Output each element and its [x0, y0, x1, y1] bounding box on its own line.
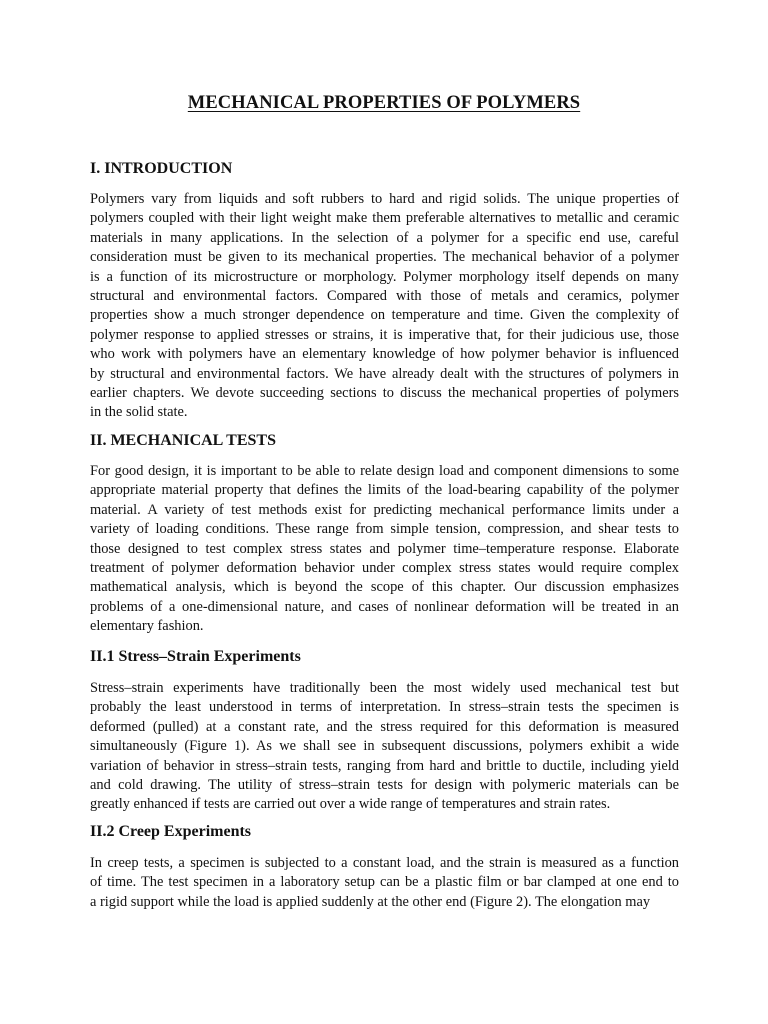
paragraph-line: of time. The test specimen in a laboratory setup can be a plastic film or bar clamped at one end to [90, 874, 679, 891]
paragraph-line: who work with polymers have an elementary knowledge of how polymer behavior is influenced [90, 346, 679, 363]
paragraph-line: materials in many applications. In the selection of a polymer for a specific end use, careful [90, 229, 679, 246]
paragraph-line: greatly enhanced if tests are carried out over a wide range of temperatures and strain rates. [90, 796, 611, 813]
paragraph-line: properties show a much stronger dependence on temperature and time. Given the complexity of [90, 307, 679, 324]
paragraph-line: For good design, it is important to be able to relate design load and component dimensions to some [90, 463, 679, 479]
paragraph-line: polymers coupled with their light weight make them preferable alternatives to metallic and ceramic [90, 210, 679, 227]
paragraph-line: by structural and environmental factors. We have already dealt with the structures of polymers in [90, 365, 679, 382]
document-title: MECHANICAL PROPERTIES OF POLYMERS [187, 93, 581, 113]
paragraph-line: material. A variety of test methods exist for predicting mechanical performance limits under a [90, 501, 679, 518]
paragraph-line: Stress–strain experiments have traditionally been the most widely used mechanical test but [90, 680, 679, 696]
section-heading-stress-strain: II.1 Stress–Strain Experiments [90, 648, 301, 665]
paragraph-line: simultaneously (Figure 1). As we shall see in subsequent discussions, polymers exhibit a wide [90, 738, 679, 755]
paragraph-line: polymer response to applied stresses or strains, it is imperative that, for their judicious use, those [90, 326, 679, 343]
paragraph-line: problems of a one-dimensional nature, and cases of nonlinear deformation will be treated in an [90, 598, 679, 615]
paragraph-introduction [90, 190, 679, 423]
paragraph-line: elementary fashion. [90, 618, 204, 635]
paragraph-line: treatment of polymer deformation behavior under complex stress states would require complex [90, 560, 679, 577]
paragraph-line: appropriate material property that defines the limits of the load-bearing capability of the polymer [90, 482, 679, 499]
paragraph-line: earlier chapters. We devote succeeding sections to discuss the mechanical properties of polymers [90, 385, 679, 402]
paragraph-line: Polymers vary from liquids and soft rubbers to hard and rigid solids. The unique properties of [90, 191, 679, 207]
paragraph-line: mathematical analysis, which is beyond the scope of this chapter. Our discussion emphasizes [90, 579, 679, 596]
paragraph-line: probably the least understood in terms of interpretation. In stress–strain tests the specimen is [90, 699, 679, 716]
paragraph-line: structural and environmental factors. Compared with those of metals and ceramics, polymer [90, 288, 679, 305]
section-heading-mechanical-tests: II. MECHANICAL TESTS [90, 432, 276, 449]
paragraph-line: deformed (pulled) at a constant rate, and the stress required for this deformation is measured [90, 718, 679, 735]
paragraph-line: variation of behavior in stress–strain tests, ranging from hard and brittle to ductile, including yield [90, 757, 679, 774]
section-heading-introduction: I. INTRODUCTION [90, 160, 233, 177]
section-heading-creep: II.2 Creep Experiments [90, 823, 252, 840]
paragraph-line: consideration must be given to its mechanical properties. The mechanical behavior of a polymer [90, 249, 679, 266]
paragraph-line: those designed to test complex stress states and polymer time–temperature response. Elaborate [90, 540, 679, 557]
paragraph-line: a rigid support while the load is applied suddenly at the other end (Figure 2). The elongation may [90, 893, 651, 910]
paragraph-mechanical-tests [90, 462, 679, 637]
paragraph-line: in the solid state. [90, 404, 188, 421]
paragraph-line: and cold drawing. The utility of stress–strain tests for design with polymeric materials can be [90, 777, 679, 794]
paragraph-line: In creep tests, a specimen is subjected to a constant load, and the strain is measured as a function [90, 855, 679, 871]
paragraph-creep [90, 854, 679, 912]
paragraph-line: is a function of its microstructure or morphology. Polymer morphology itself depends on many [90, 268, 679, 285]
paragraph-stress-strain [90, 679, 679, 815]
paragraph-line: variety of loading conditions. These range from simple tension, compression, and shear tests to [90, 521, 679, 538]
